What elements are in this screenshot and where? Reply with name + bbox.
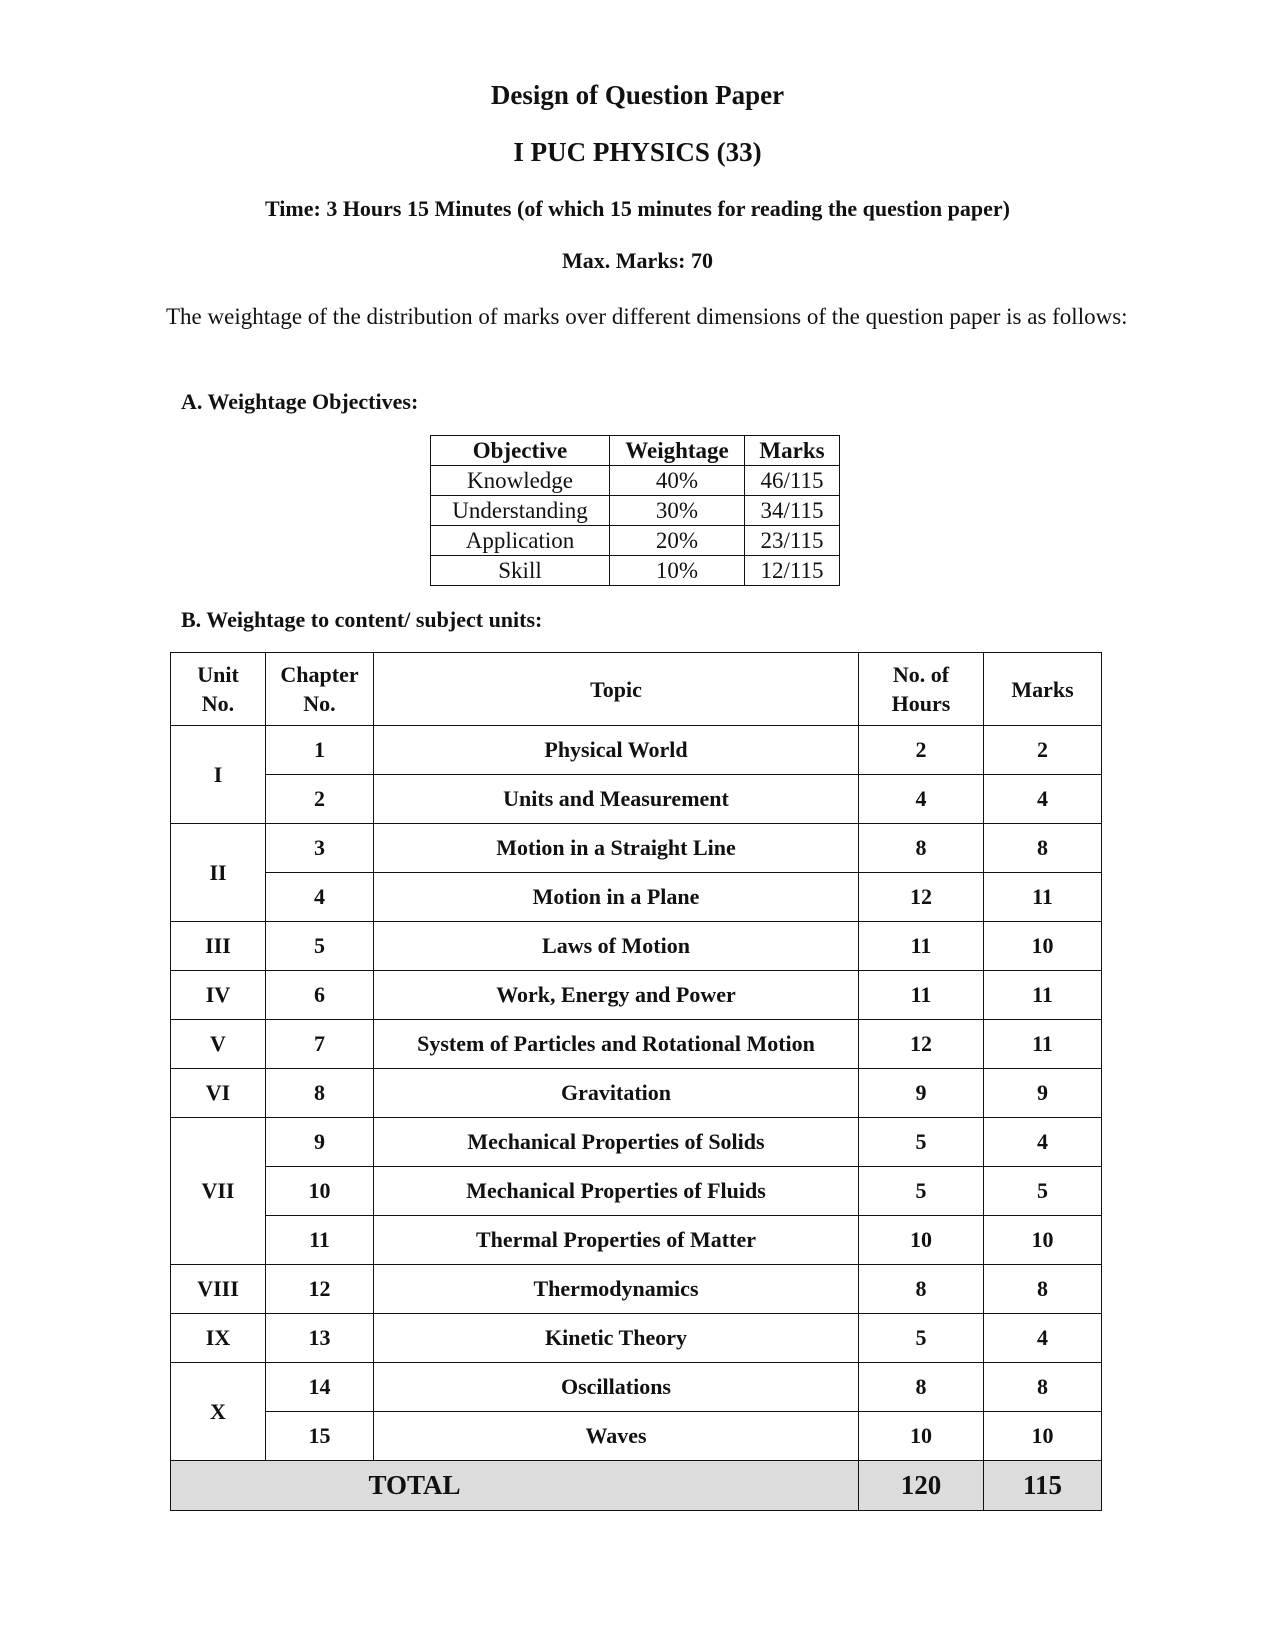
table-row (171, 971, 1102, 1020)
col-marks: Marks (984, 653, 1102, 726)
marks-cell: 10 (984, 1412, 1102, 1461)
hours-cell: 12 (859, 1020, 984, 1069)
hours-cell: 8 (859, 824, 984, 873)
table-row (171, 1363, 1102, 1412)
table-row (171, 1314, 1102, 1363)
intro-paragraph: The weightage of the distribution of marks over different dimensions of the question paper is as follows: (166, 304, 1128, 329)
hours-cell: 8 (859, 1363, 984, 1412)
table-row (171, 1265, 1102, 1314)
table-row (171, 1069, 1102, 1118)
hours-cell: 11 (859, 971, 984, 1020)
unit-cell: VIII (171, 1265, 266, 1314)
table-row (431, 526, 840, 556)
col-unit-line2: No. (201, 691, 235, 716)
objective-cell: Understanding (431, 496, 610, 526)
topic-cell: Thermal Properties of Matter (374, 1216, 859, 1265)
unit-cell: IV (171, 971, 266, 1020)
table-row (431, 466, 840, 496)
topic-cell: System of Particles and Rotational Motion (374, 1020, 859, 1069)
table-row (431, 556, 840, 586)
table-row (171, 1167, 1102, 1216)
unit-cell: IX (171, 1314, 266, 1363)
content-units-table (170, 652, 1102, 1511)
objectives-col-weightage: Weightage (610, 436, 745, 466)
section-b-heading: B. Weightage to content/ subject units: (181, 607, 543, 632)
marks-cell: 9 (984, 1069, 1102, 1118)
unit-cell: X (171, 1363, 266, 1461)
chapter-cell: 15 (266, 1412, 374, 1461)
table-row (171, 1216, 1102, 1265)
marks-cell: 12/115 (745, 556, 840, 586)
col-hours-line1: No. of (892, 662, 950, 687)
objectives-col-marks: Marks (745, 436, 840, 466)
weightage-cell: 10% (610, 556, 745, 586)
total-marks: 115 (984, 1461, 1102, 1511)
chapter-cell: 4 (266, 873, 374, 922)
objectives-col-objective: Objective (431, 436, 610, 466)
unit-cell: III (171, 922, 266, 971)
col-chapter-line2: No. (303, 691, 336, 716)
topic-cell: Physical World (374, 726, 859, 775)
total-label: TOTAL (171, 1461, 859, 1511)
hours-cell: 12 (859, 873, 984, 922)
col-unit-no (171, 653, 266, 726)
weightage-cell: 20% (610, 526, 745, 556)
chapter-cell: 6 (266, 971, 374, 1020)
objectives-header-row (431, 436, 840, 466)
max-marks: Max. Marks: 70 (562, 248, 713, 273)
table-row (171, 775, 1102, 824)
marks-cell: 2 (984, 726, 1102, 775)
weightage-cell: 40% (610, 466, 745, 496)
marks-cell: 8 (984, 1265, 1102, 1314)
unit-cell: VI (171, 1069, 266, 1118)
topic-cell: Thermodynamics (374, 1265, 859, 1314)
chapter-cell: 7 (266, 1020, 374, 1069)
chapter-cell: 2 (266, 775, 374, 824)
objective-cell: Knowledge (431, 466, 610, 496)
chapter-cell: 5 (266, 922, 374, 971)
objective-cell: Skill (431, 556, 610, 586)
section-a-heading: A. Weightage Objectives: (181, 389, 419, 414)
marks-cell: 4 (984, 1118, 1102, 1167)
unit-cell: I (171, 726, 266, 824)
unit-cell: VII (171, 1118, 266, 1265)
topic-cell: Laws of Motion (374, 922, 859, 971)
col-topic: Topic (374, 653, 859, 726)
topic-cell: Waves (374, 1412, 859, 1461)
content-header-row (171, 653, 1102, 726)
chapter-cell: 12 (266, 1265, 374, 1314)
chapter-cell: 14 (266, 1363, 374, 1412)
topic-cell: Kinetic Theory (374, 1314, 859, 1363)
marks-cell: 4 (984, 775, 1102, 824)
objectives-table (430, 435, 840, 586)
hours-cell: 10 (859, 1412, 984, 1461)
chapter-cell: 13 (266, 1314, 374, 1363)
topic-cell: Motion in a Plane (374, 873, 859, 922)
time-info: Time: 3 Hours 15 Minutes (of which 15 minutes for reading the question paper) (265, 196, 1010, 221)
unit-cell: V (171, 1020, 266, 1069)
topic-cell: Mechanical Properties of Fluids (374, 1167, 859, 1216)
col-chapter-line1: Chapter (280, 662, 359, 687)
document-title: Design of Question Paper (490, 80, 785, 110)
chapter-cell: 1 (266, 726, 374, 775)
marks-cell: 11 (984, 971, 1102, 1020)
marks-cell: 46/115 (745, 466, 840, 496)
hours-cell: 8 (859, 1265, 984, 1314)
topic-cell: Motion in a Straight Line (374, 824, 859, 873)
table-row (171, 726, 1102, 775)
col-hours-line2: Hours (891, 691, 951, 716)
chapter-cell: 10 (266, 1167, 374, 1216)
chapter-cell: 8 (266, 1069, 374, 1118)
marks-cell: 10 (984, 1216, 1102, 1265)
topic-cell: Work, Energy and Power (374, 971, 859, 1020)
total-hours: 120 (859, 1461, 984, 1511)
topic-cell: Mechanical Properties of Solids (374, 1118, 859, 1167)
table-row (171, 873, 1102, 922)
marks-cell: 8 (984, 824, 1102, 873)
topic-cell: Oscillations (374, 1363, 859, 1412)
hours-cell: 11 (859, 922, 984, 971)
marks-cell: 4 (984, 1314, 1102, 1363)
marks-cell: 23/115 (745, 526, 840, 556)
chapter-cell: 9 (266, 1118, 374, 1167)
weightage-cell: 30% (610, 496, 745, 526)
table-row (171, 1118, 1102, 1167)
subject-title: I PUC PHYSICS (33) (513, 137, 762, 167)
marks-cell: 10 (984, 922, 1102, 971)
objective-cell: Application (431, 526, 610, 556)
hours-cell: 5 (859, 1118, 984, 1167)
col-chapter-no (266, 653, 374, 726)
table-row (171, 824, 1102, 873)
col-unit-line1: Unit (197, 662, 239, 687)
hours-cell: 5 (859, 1167, 984, 1216)
hours-cell: 5 (859, 1314, 984, 1363)
hours-cell: 10 (859, 1216, 984, 1265)
chapter-cell: 3 (266, 824, 374, 873)
unit-cell: II (171, 824, 266, 922)
total-row (171, 1461, 1102, 1511)
marks-cell: 11 (984, 873, 1102, 922)
topic-cell: Gravitation (374, 1069, 859, 1118)
marks-cell: 8 (984, 1363, 1102, 1412)
table-row (431, 496, 840, 526)
table-row (171, 922, 1102, 971)
topic-cell: Units and Measurement (374, 775, 859, 824)
hours-cell: 4 (859, 775, 984, 824)
table-row (171, 1412, 1102, 1461)
marks-cell: 34/115 (745, 496, 840, 526)
hours-cell: 9 (859, 1069, 984, 1118)
col-hours (859, 653, 984, 726)
chapter-cell: 11 (266, 1216, 374, 1265)
marks-cell: 5 (984, 1167, 1102, 1216)
table-row (171, 1020, 1102, 1069)
marks-cell: 11 (984, 1020, 1102, 1069)
hours-cell: 2 (859, 726, 984, 775)
